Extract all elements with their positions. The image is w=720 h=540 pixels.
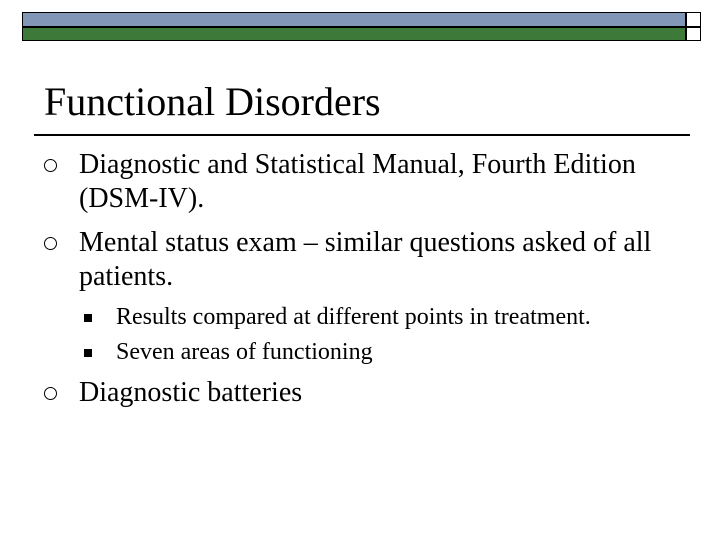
header-bar-blue	[22, 12, 686, 27]
filled-square-bullet-icon	[84, 314, 92, 322]
title-divider	[34, 134, 690, 136]
hollow-circle-bullet-icon	[44, 159, 57, 172]
hollow-circle-bullet-icon	[44, 237, 57, 250]
header-bar-green	[22, 27, 686, 41]
sub-bullet-item-seven-areas	[84, 335, 373, 370]
sub-bullet-text: Results compared at different points in treatment.	[116, 304, 591, 330]
header-bar-corner-bottom	[686, 27, 701, 41]
bullet-text: Diagnostic batteries	[79, 377, 303, 408]
sub-bullet-item-results	[84, 300, 591, 335]
bullet-item-mental-status	[44, 226, 689, 294]
header-bar-corner-top	[686, 12, 701, 27]
bullet-text: Diagnostic and Statistical Manual, Fourth Edition (DSM-IV).	[79, 149, 636, 214]
bullet-text: Mental status exam – similar questions asked of all patients.	[79, 227, 652, 292]
bullet-item-batteries	[44, 376, 689, 410]
filled-square-bullet-icon	[84, 349, 92, 357]
bullet-item-dsm	[44, 148, 689, 216]
hollow-circle-bullet-icon	[44, 387, 57, 400]
sub-bullet-text: Seven areas of functioning	[116, 339, 373, 365]
slide-title: Functional Disorders	[44, 79, 381, 124]
